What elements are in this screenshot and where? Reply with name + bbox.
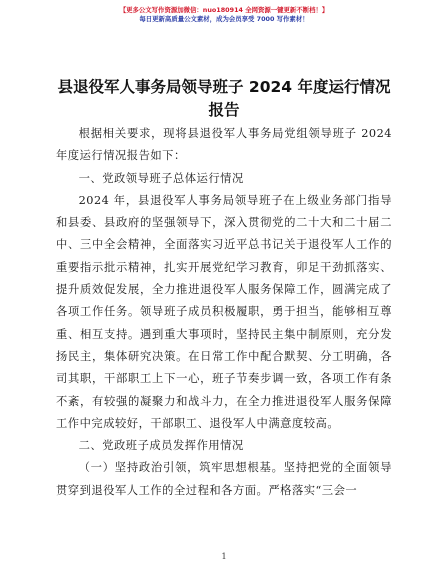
promo-banner-line2: 每日更新高质量公文素材，成为会员享受 7000 写作素材！ [139,15,309,23]
document-title [40,76,408,122]
promo-banner [0,6,448,24]
page-number: 1 [221,552,227,561]
section-heading-2: 二、党政班子成员发挥作用情况 [78,439,244,453]
document-title-line1: 县退役军人事务局领导班子 2024 年度运行情况 [57,78,391,96]
document-title-line2: 报告 [208,101,240,119]
intro-paragraph: 根据相关要求，现将县退役军人事务局党组领导班子 2024 年度运行情况报告如下： [56,127,392,163]
document-body [56,123,392,502]
section-1-paragraph: 2024 年，县退役军人事务局领导班子在上级业务部门指导和县委、县政府的坚强领导下，深入贯彻党的二十大和二十届二中、三中全会精神，全面落实习近平总书记关于退役军人工作的重要指示批示精神，扎实开展党纪学习教育，卯足干劲抓落实、提升质效促发展，全力推进退役军人服务保障工作，圆满完成了各项工作任务。领导班子成员积极履职，勇于担当，能够相互尊重、相互支持。遇到重大事项时，坚持民主集中制原则，充分发扬民主，集体研究决策。在日常工作中配合默契、分工明确，各司其职，干部职工上下一心，班子节奏步调一致，各项工作有条不紊，有较强的凝聚力和战斗力，在全力推进退役军人服务保障工作中完成较好，干部职工、退役军人中满意度较高。 [56,193,392,430]
subsection-1-paragraph: （一）坚持政治引领，筑牢思想根基。坚持把党的全面领导贯穿到退役军人工作的全过程和各方面。严格落实“三会一 [56,461,392,497]
section-heading-1: 一、党政领导班子总体运行情况 [78,171,244,185]
promo-banner-line1: 【更多公文写作资源加微信：nuo180914 全网资源一键更新不断档！】 [119,6,329,14]
